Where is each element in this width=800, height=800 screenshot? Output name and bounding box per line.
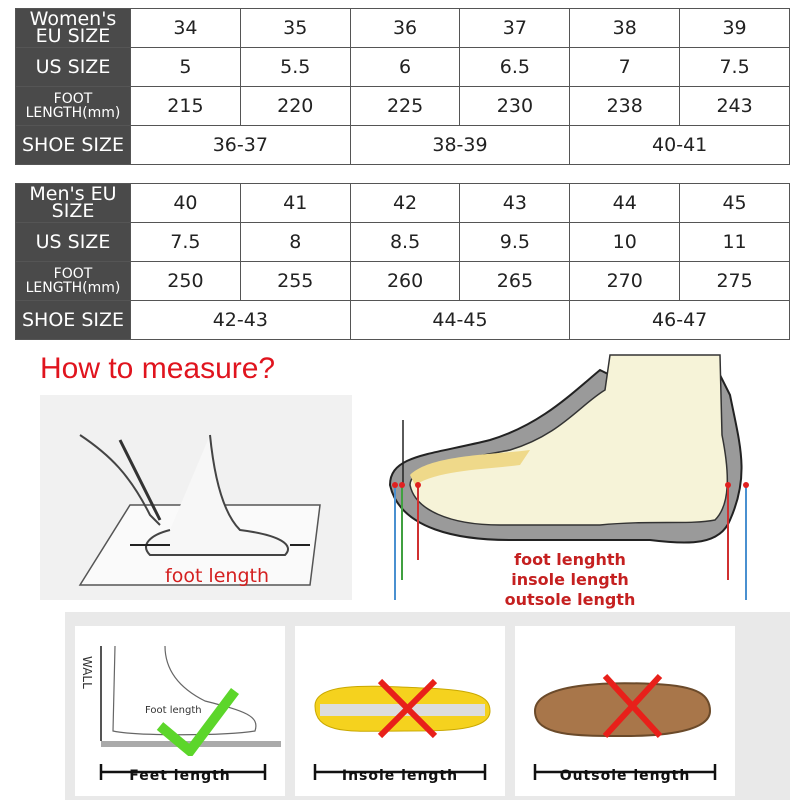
shoe-cross-section-diagram bbox=[370, 345, 790, 610]
row-header bbox=[16, 9, 131, 48]
cell: 42 bbox=[350, 184, 460, 223]
cell: 41 bbox=[240, 184, 350, 223]
cell: 7 bbox=[570, 48, 680, 87]
cell: 44 bbox=[570, 184, 680, 223]
feet-length-card bbox=[75, 626, 285, 796]
cell: 35 bbox=[240, 9, 350, 48]
cell: 8 bbox=[240, 223, 350, 262]
row-header: SHOE SIZE bbox=[16, 126, 131, 165]
cell: 250 bbox=[131, 262, 241, 301]
foot-length-label: foot length bbox=[165, 565, 269, 587]
insole-length-label: Insole length bbox=[341, 768, 459, 784]
cell: 215 bbox=[131, 87, 241, 126]
cell: 5.5 bbox=[240, 48, 350, 87]
cell: 38 bbox=[570, 9, 680, 48]
row-header: FOOT LENGTH(mm) bbox=[16, 262, 131, 301]
cell: 36-37 bbox=[131, 126, 351, 165]
foot-tracing-illustration bbox=[40, 395, 352, 600]
women-size-table bbox=[15, 8, 790, 165]
cell: 265 bbox=[460, 262, 570, 301]
cell: 9.5 bbox=[460, 223, 570, 262]
cell: 42-43 bbox=[131, 301, 351, 340]
cell: 46-47 bbox=[570, 301, 790, 340]
cell: 34 bbox=[131, 9, 241, 48]
outsole-illustration bbox=[515, 626, 735, 756]
foot-length-inner-label: Foot length bbox=[145, 705, 202, 716]
cell: 39 bbox=[680, 9, 790, 48]
cell: 260 bbox=[350, 262, 460, 301]
outsole-length-text: outsole length bbox=[504, 590, 636, 609]
cell: 43 bbox=[460, 184, 570, 223]
row-header: US SIZE bbox=[16, 48, 131, 87]
cell: 40-41 bbox=[570, 126, 790, 165]
cell: 44-45 bbox=[350, 301, 570, 340]
cell: 220 bbox=[240, 87, 350, 126]
cell: 40 bbox=[131, 184, 241, 223]
cell: 225 bbox=[350, 87, 460, 126]
how-to-measure-title: How to measure? bbox=[40, 352, 276, 385]
cell: 255 bbox=[240, 262, 350, 301]
cell: 8.5 bbox=[350, 223, 460, 262]
cell: 6.5 bbox=[460, 48, 570, 87]
row-header: SHOE SIZE bbox=[16, 301, 131, 340]
feet-length-illustration bbox=[75, 626, 285, 756]
header-text: Women's EU SIZE bbox=[29, 8, 117, 47]
row-header: FOOT LENGTH(mm) bbox=[16, 87, 131, 126]
cell: 230 bbox=[460, 87, 570, 126]
cell: 238 bbox=[570, 87, 680, 126]
wall-label: WALL bbox=[80, 656, 94, 689]
insole-length-card bbox=[295, 626, 505, 796]
cell: 11 bbox=[680, 223, 790, 262]
cell: 36 bbox=[350, 9, 460, 48]
cell: 37 bbox=[460, 9, 570, 48]
row-header: Men's EU SIZE bbox=[16, 184, 131, 223]
cell: 270 bbox=[570, 262, 680, 301]
cell: 7.5 bbox=[680, 48, 790, 87]
feet-length-label: Feet length bbox=[129, 768, 231, 784]
men-size-table bbox=[15, 183, 790, 340]
insole-length-text: insole length bbox=[511, 570, 629, 589]
row-header: US SIZE bbox=[16, 223, 131, 262]
outsole-length-label: Outsole length bbox=[559, 768, 691, 784]
cell: 45 bbox=[680, 184, 790, 223]
outsole-length-card bbox=[515, 626, 735, 796]
cell: 275 bbox=[680, 262, 790, 301]
foot-length-text: foot lenghth bbox=[514, 550, 626, 569]
cell: 6 bbox=[350, 48, 460, 87]
cell: 243 bbox=[680, 87, 790, 126]
cell: 7.5 bbox=[131, 223, 241, 262]
cell: 38-39 bbox=[350, 126, 570, 165]
cell: 10 bbox=[570, 223, 680, 262]
cell: 5 bbox=[131, 48, 241, 87]
insole-illustration bbox=[295, 626, 505, 756]
